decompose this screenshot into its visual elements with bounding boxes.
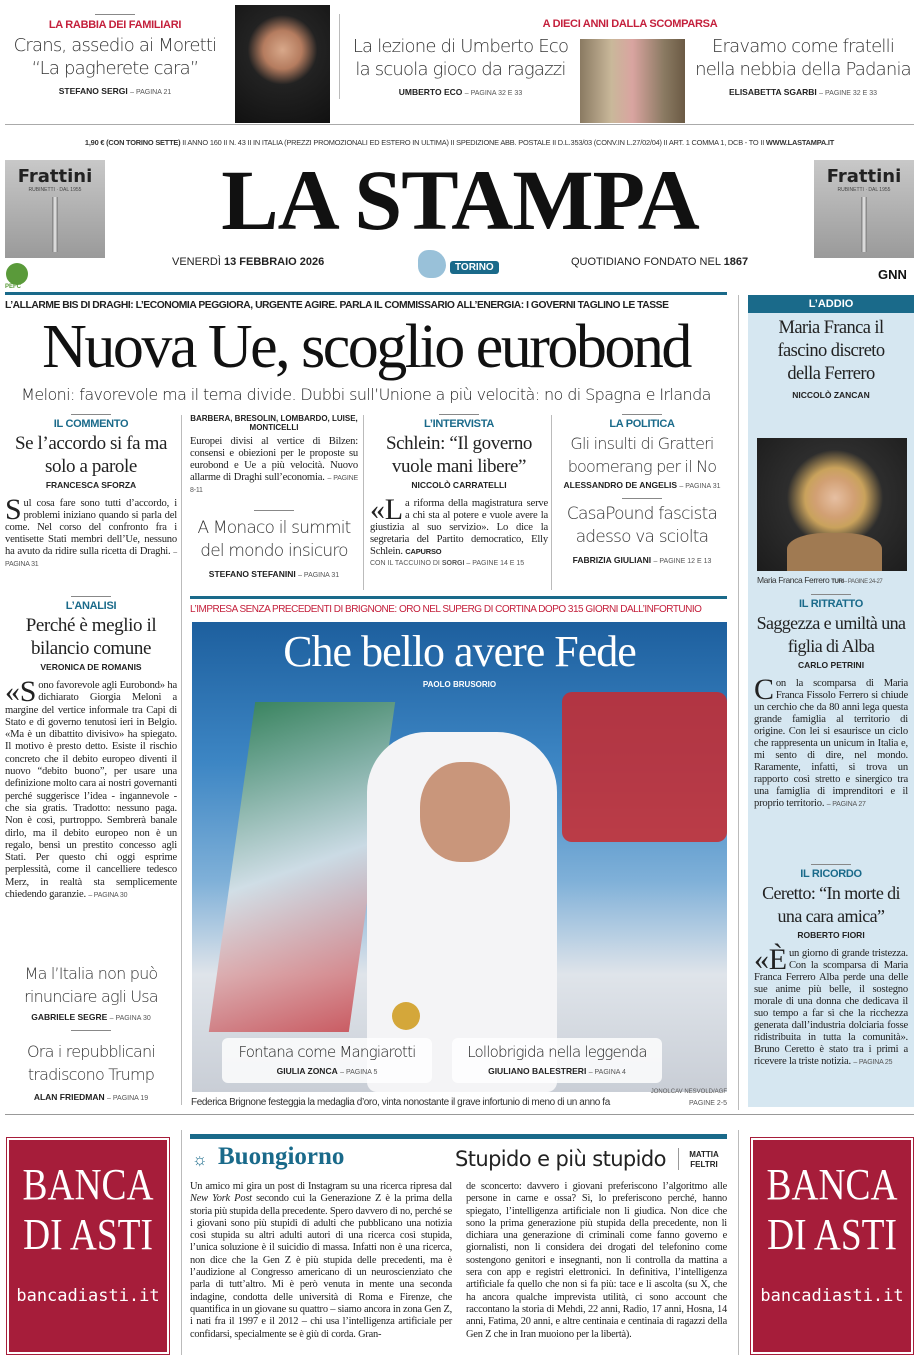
divider xyxy=(5,1114,914,1115)
ad-tagline: RUBINETTI · DAL 1955 xyxy=(28,187,82,193)
ad-url: bancadiasti.it xyxy=(760,1286,904,1306)
banca-asti-ad-left[interactable] xyxy=(7,1138,169,1354)
byline: GIULIANO BALESTRERI – PAGINA 4 xyxy=(488,1066,626,1076)
frattini-ad-right[interactable] xyxy=(814,160,914,258)
byline: FRANCESCA SFORZA xyxy=(45,480,137,490)
opinion-1[interactable] xyxy=(5,962,177,1031)
byline: GABRIELE SEGRE – PAGINA 30 xyxy=(31,1012,151,1022)
headline: Fontana come Mangiarotti xyxy=(238,1043,416,1061)
rule xyxy=(190,1134,727,1139)
fur-coat xyxy=(787,533,882,571)
article-analisi[interactable] xyxy=(5,596,177,901)
body: Con la scomparsa di Maria Franca Fissolo Ferrero si chiude un cerchio che da 80 anni lega questa grande famiglia al territorio di origine. Con lei si esaurisce un ciclo che rappresenta un unicum in Italia e, mi sento di dire, nel mondo. Raramente, infatti, si trova un rapporto così stretto e sinergico tra una famiglia di imprenditori e il proprio territorio. – PAGINA 27 xyxy=(754,673,908,809)
article-commento[interactable] xyxy=(5,414,177,570)
sidebar-article[interactable] xyxy=(752,317,910,400)
byline: BARBERA, BRESOLIN, LOMBARDO, LUISE, MONTICELLI xyxy=(190,414,358,432)
buongiorno-col-1: Un amico mi gira un post di Instagram su una ricerca ripresa dal New York Post secondo cui la Generazione Z è la prima della storia più stupida della precedente. Spero davvero di no, perché se i giovani sono più stupidi di adulti che pubblicano una notizia così stupida su altri adulti autori di una ricerca così stupida, l’unica soluzione è il suicidio di massa. Infatti non è una ricerca, non dice che la Gen Z è più stupida delle precedenti, ma è l’audizione al Congresso americano di un neuroscienziato che parla di tutt’altro. Mi è però venuta in mente una seconda indagine, condotta delle università di Roma e Firenze, che quantifica in un giovane su quattro – siamo ancora in zona Gen Z, i nati fra il 1997 e il 2012 – chi usa l’intelligenza artificiale per confidarsi, specialmente se è giù di corda. Gran- xyxy=(190,1181,453,1340)
byline: ALESSANDRO DE ANGELIS – PAGINA 31 xyxy=(563,480,721,490)
byline: GIULIA ZONCA – PAGINA 5 xyxy=(276,1066,378,1076)
divider xyxy=(678,1148,679,1170)
rule xyxy=(5,292,727,295)
article-ricordo[interactable] xyxy=(754,864,908,1068)
sport-box-1[interactable] xyxy=(222,1038,432,1083)
article-ritratto[interactable] xyxy=(754,594,908,810)
lead-subtitle: Meloni: favorevole ma il tema divide. Dubbi sull’Unione a più velocità: no di Spagna e Irlanda xyxy=(21,385,711,404)
byline: STEFANO SERGI – PAGINA 21 xyxy=(58,86,172,96)
kicker-eco: A DIECI ANNI DALLA SCOMPARSA xyxy=(542,18,718,30)
ad-brand: Frattini xyxy=(826,166,902,187)
byline: ALAN FRIEDMAN – PAGINA 19 xyxy=(33,1092,149,1102)
headline: Eravamo come fratelli nella nebbia della Padania xyxy=(695,36,911,80)
byline: STEFANO STEFANINI – PAGINA 31 xyxy=(208,569,340,579)
headline: Perché è meglio il bilancio comune xyxy=(25,615,157,659)
buongiorno-author: MATTIA FELTRI xyxy=(689,1150,719,1169)
piemonte-map-icon xyxy=(418,250,446,278)
kicker: L’ANALISI xyxy=(65,600,117,612)
body: «Èun giorno di grande tristezza. Con la scomparsa di Maria Franca Ferrero Alba perde una delle sue anime più belle, il sostegno morale di una donna che dedicava il suo tempo a far sì che la ricchezza generata dall’industria dolciaria fosse ridistribuita in tutta la comunità». Bruno Ceretto è stato tra i primi a ricevere la triste notizia. – PAGINA 25 xyxy=(754,943,908,1067)
kicker: LA POLITICA xyxy=(609,418,675,430)
buongiorno-col-2: de sconcerto: davvero i giovani preferiscono l’algoritmo alle persone in carne e ossa? Sì, lo preferiscono perché, hanno spiegato, l’intelligenza artificiale non li giudica. Non dice che sono la prima generazione più stupida della precedente, non li dichiara una generazione di criminali come fanno governo e giornalisti, non li considera dei drogati del telefonino come sostengono genitori e insegnanti, non li controlla da mattina a sera con app e registri elettronici. In definitiva, l’intelligenza artificiale fa quello che non si fa più: tace e li ascolta (su X, che ha ancora qualche imprevista utilità, ci sono account che raccontano la storia di Mehdi, 22 anni, Radio, 17 anni, Hosna, 14 anni, Fatima, 20 anni, e altre centinaia e centinaia di ragazzi della Gen Z che in Iran muoiono per la libertà). xyxy=(466,1181,727,1340)
gold-medal-icon xyxy=(392,1002,420,1030)
sun-book-icon: ☼ xyxy=(192,1150,208,1169)
teaser-eco[interactable] xyxy=(343,35,578,97)
body: «Sono favorevole agli Eurobond» ha dichiarato Giorgia Meloni a margine del vertice informale tra Capi di Stato e di governo tenutosi ieri in Belgio. «Ma è un dibattito divisivo» ha spiegato. Il motivo è presto detto. Esiste il rischio concreto che il debito europeo diventi il nuovo “debito buono”, per usare una definizione molto cara ai nostri governanti perché suggerisce l’idea - ingannevole - che sia gratis. Tradotto: nessuno paga. Non è così, purtroppo. Sembrerà banale dirlo, ma il debito europeo non è un regalo, bensì un prestito concesso agli Stati. Per questo chi oggi esprime perplessità, come il cancelliere tedesco Merz, in realtà sta semplicemente chiedendo garanzie. – PAGINA 30 xyxy=(5,675,177,901)
photo-caption: Federica Brignone festeggia la medaglia d’oro, vinta nonostante il grave infortunio di meno di un anno fa xyxy=(191,1097,610,1108)
divider xyxy=(339,14,340,99)
masthead-logo[interactable]: LA STAMPA xyxy=(221,152,699,248)
sport-headline[interactable]: Che bello avere Fede xyxy=(283,627,636,676)
headline: CasaPound fascista adesso va sciolta xyxy=(566,504,718,547)
edition-badge: TORINO xyxy=(450,261,499,274)
sport-byline: PAOLO BRUSORIO xyxy=(422,680,497,689)
article-politica[interactable] xyxy=(556,414,728,565)
headline: Schlein: “Il governo vuole mani libere” xyxy=(385,433,533,477)
divider xyxy=(5,124,914,125)
taccuino: CON IL TACCUINO DI SORGI – PAGINE 14 E 15 xyxy=(370,560,525,567)
sport-pages: PAGINE 2-5 xyxy=(689,1100,727,1107)
body: «La riforma della magistratura serve a chi sta al potere e vuole avere la giustizia al suo servizio». Lo dice la segretaria del Partito democratico, Elly Schlein. CAPURSO xyxy=(370,493,548,557)
headline: Lollobrigida nella leggenda xyxy=(467,1043,647,1061)
ad-url: bancadiasti.it xyxy=(16,1286,160,1306)
gnn-logo: GNN xyxy=(878,267,907,282)
headline: Maria Franca il fascino discreto della Ferrero xyxy=(777,318,885,384)
teaser-sgarbi[interactable] xyxy=(688,35,918,97)
kicker: L’INTERVISTA xyxy=(424,418,494,430)
teaser-moretti[interactable] xyxy=(0,14,230,96)
headline: Crans, assedio ai Moretti “La pagherete cara” xyxy=(13,35,217,79)
body: Europei divisi al vertice di Bilzen: consensi e obiezioni per le proposte su eurobond e Ue a più velocità. Nuovo allarme di Draghi sull’economia. – PAGINE 8-11 xyxy=(190,436,358,494)
pefc-label: PEFC xyxy=(5,284,22,290)
divider xyxy=(95,14,135,15)
byline: VERONICA DE ROMANIS xyxy=(40,662,142,672)
headline: Ceretto: “In morte di una cara amica” xyxy=(762,883,900,926)
article-intervista[interactable] xyxy=(370,414,548,567)
opinion-2[interactable] xyxy=(5,1040,177,1102)
frattini-ad-left[interactable] xyxy=(5,160,105,258)
byline: FABRIZIA GIULIANI – PAGINE 12 E 13 xyxy=(572,555,712,565)
headline: Se l’accordo si fa ma solo a parole xyxy=(15,433,167,477)
kicker: LA RABBIA DEI FAMILIARI xyxy=(48,19,182,31)
ad-brand: BANCA DI ASTI xyxy=(22,1160,154,1259)
headline: Ma l’Italia non può rinunciare agli Usa xyxy=(24,964,158,1006)
lead-kicker: L’ALLARME BIS DI DRAGHI: L’ECONOMIA PEGGIORA, URGENTE AGIRE. PARLA IL COMMISSARIO ALL’ENERGIA: I GOVERNI TAGLINO LE TASSE xyxy=(5,300,669,311)
ad-brand: BANCA DI ASTI xyxy=(766,1160,898,1259)
ad-brand: Frattini xyxy=(17,166,93,187)
ferrero-photo[interactable] xyxy=(757,438,907,571)
buongiorno-headline[interactable]: Stupido e più stupido xyxy=(455,1147,666,1171)
headline: La lezione di Umberto Eco la scuola gioco da ragazzi xyxy=(352,36,569,80)
headline: Ora i repubblicani tradiscono Trump xyxy=(27,1042,155,1084)
lead-headline[interactable]: Nuova Ue, scoglio eurobond xyxy=(42,313,690,381)
ad-tagline: RUBINETTI · DAL 1955 xyxy=(837,187,891,193)
kicker: IL RITRATTO xyxy=(799,598,863,610)
headline: Gli insulti di Gratteri boomerang per il No xyxy=(567,434,717,476)
faucet-icon xyxy=(52,197,58,252)
body: Sul cosa fare sono tutti d’accordo, i problemi iniziano quando si parla del come. Nel corso del confronto fra i ventisette Stati membri dell’Ue, nessuno ha avuto da ridire sulla ricetta di Draghi. – PAGINA 31 xyxy=(5,493,177,568)
pefc-logo-icon xyxy=(6,263,28,285)
banca-asti-ad-right[interactable] xyxy=(751,1138,913,1354)
moretti-photo xyxy=(235,5,330,123)
byline: CARLO PETRINI xyxy=(797,660,865,670)
faucet-icon xyxy=(861,197,867,252)
photo-credit: JONOLCAV NESVOLD/AGF xyxy=(650,1089,727,1095)
date: VENERDÌ 13 FEBBRAIO 2026 xyxy=(172,256,325,268)
headline: A Monaco il summit del mondo insicuro xyxy=(197,518,351,561)
headline: Saggezza e umiltà una figlia di Alba xyxy=(756,613,906,656)
brignone-photo[interactable] xyxy=(192,622,727,1092)
photo-caption: Maria Franca Ferrero TURI– PAGINE 24-27 xyxy=(757,575,883,585)
article-report[interactable] xyxy=(190,414,358,579)
athlete-face xyxy=(420,762,510,862)
info-line: 1,90 € (CON TORINO SETTE) II ANNO 160 II N. 43 II IN ITALIA (PREZZI PROMOZIONALI ED ESTERO IN ULTIMA) II SPEDIZIONE ABB. POSTALE II D.L.353/03 (CONV.IN L.27/02/04) II ART. 1 COMMA 1, DCB - TO II WWW.LASTAMPA.IT xyxy=(84,138,835,147)
buongiorno-rubric: Buongiorno xyxy=(218,1143,345,1170)
byline: NICCOLÒ ZANCAN xyxy=(792,390,870,400)
sidebar-kicker: L’ADDIO xyxy=(748,295,914,313)
byline: ELISABETTA SGARBI – PAGINE 32 E 33 xyxy=(728,87,878,97)
kicker: IL COMMENTO xyxy=(53,418,129,430)
sport-box-2[interactable] xyxy=(452,1038,662,1083)
byline: ROBERTO FIORI xyxy=(797,930,865,940)
italian-flag xyxy=(562,692,727,842)
founded: QUOTIDIANO FONDATO NEL 1867 xyxy=(571,256,749,268)
website-link[interactable]: WWW.LASTAMPA.IT xyxy=(765,138,835,147)
byline: UMBERTO ECO – PAGINA 32 E 33 xyxy=(398,87,523,97)
byline: NICCOLÒ CARRATELLI xyxy=(411,480,507,490)
kicker: IL RICORDO xyxy=(800,868,862,880)
sport-kicker: L’IMPRESA SENZA PRECEDENTI DI BRIGNONE: ORO NEL SUPERG DI CORTINA DOPO 315 GIORNI DALL’INFORTUNIO xyxy=(190,604,702,615)
rule xyxy=(190,596,727,599)
eco-photo xyxy=(580,39,685,123)
